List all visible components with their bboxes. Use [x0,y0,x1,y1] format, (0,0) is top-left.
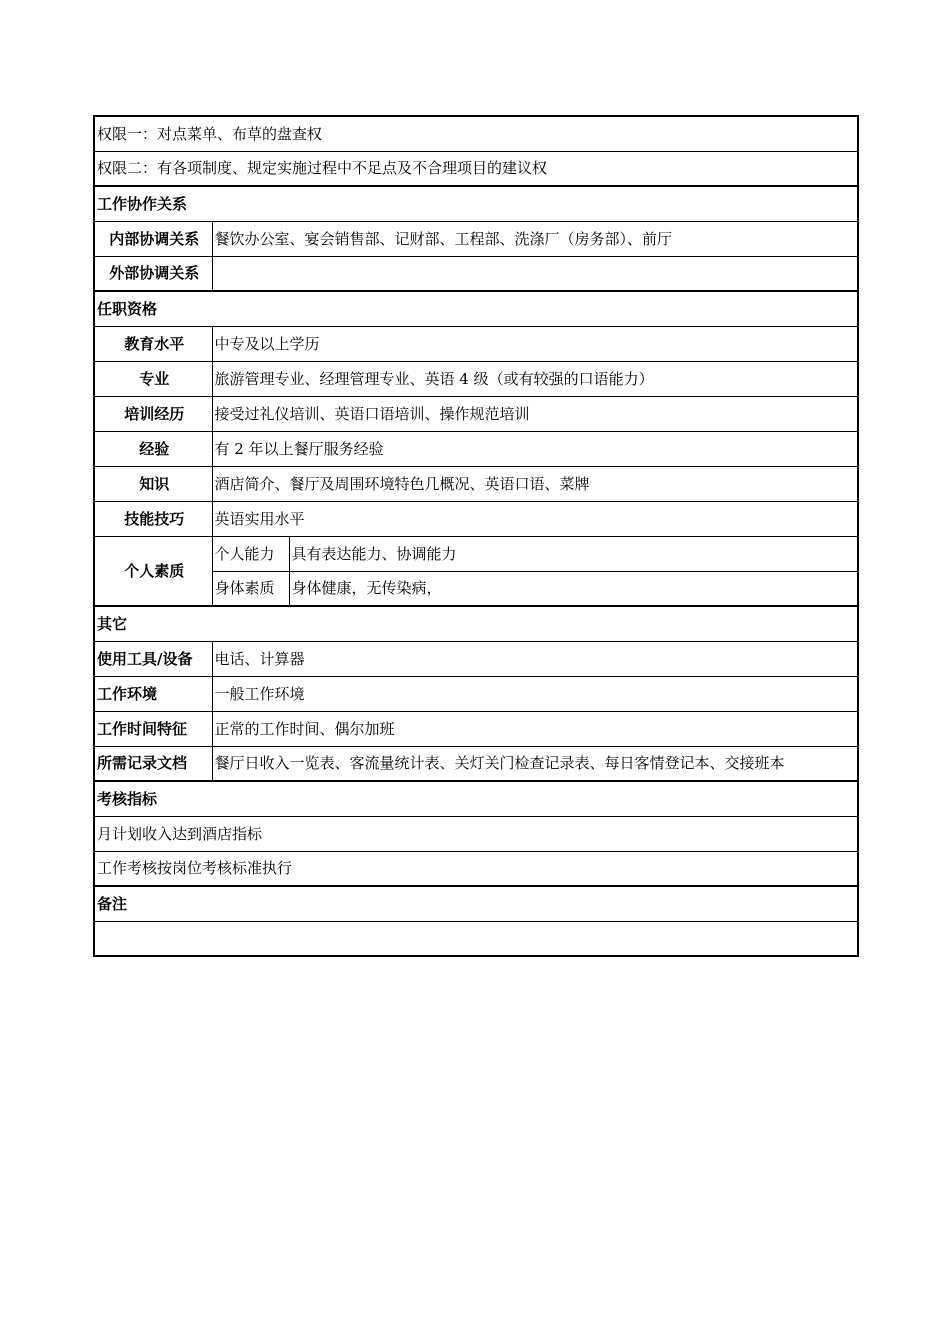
other-row [94,676,858,711]
work-time-label: 工作时间特征 [94,711,212,746]
experience-value: 有 2 年以上餐厅服务经验 [212,431,858,466]
other-row [94,711,858,746]
external-coordination-row [94,256,858,291]
assessment-row [94,816,858,851]
qualification-row [94,326,858,361]
collaboration-title: 工作协作关系 [94,186,858,221]
personal-ability-label: 个人能力 [212,536,289,571]
major-label: 专业 [94,361,212,396]
personal-ability-value: 具有表达能力、协调能力 [289,536,858,571]
education-value: 中专及以上学历 [212,326,858,361]
authority-row-2 [94,151,858,186]
training-value: 接受过礼仪培训、英语口语培训、操作规范培训 [212,396,858,431]
assessment-title: 考核指标 [94,781,858,816]
collaboration-section-row [94,186,858,221]
tools-label: 使用工具/设备 [94,641,212,676]
personal-quality-row-1 [94,536,858,571]
records-value: 餐厅日收入一览表、客流量统计表、关灯关门检查记录表、每日客情登记本、交接班本 [212,746,858,781]
environment-value: 一般工作环境 [212,676,858,711]
physical-quality-value: 身体健康，无传染病， [289,571,858,606]
other-title: 其它 [94,606,858,641]
job-description-table-container [93,115,857,957]
remarks-row [94,921,858,956]
training-label: 培训经历 [94,396,212,431]
skills-value: 英语实用水平 [212,501,858,536]
internal-coordination-label: 内部协调关系 [94,221,212,256]
records-label: 所需记录文档 [94,746,212,781]
knowledge-label: 知识 [94,466,212,501]
qualifications-section-row [94,291,858,326]
external-coordination-label: 外部协调关系 [94,256,212,291]
assessment-item-2: 工作考核按岗位考核标准执行 [94,851,858,886]
internal-coordination-row [94,221,858,256]
assessment-row [94,851,858,886]
remarks-section-row [94,886,858,921]
personal-quality-label: 个人素质 [94,536,212,606]
qualification-row [94,431,858,466]
tools-value: 电话、计算器 [212,641,858,676]
work-time-value: 正常的工作时间、偶尔加班 [212,711,858,746]
remarks-value [94,921,858,956]
authority-2: 权限二：有各项制度、规定实施过程中不足点及不合理项目的建议权 [94,151,858,186]
external-coordination-value [212,256,858,291]
qualifications-title: 任职资格 [94,291,858,326]
experience-label: 经验 [94,431,212,466]
job-description-table [93,115,859,957]
authority-row-1 [94,116,858,151]
qualification-row [94,466,858,501]
other-row [94,641,858,676]
knowledge-value: 酒店简介、餐厅及周围环境特色几概况、英语口语、菜牌 [212,466,858,501]
qualification-row [94,396,858,431]
major-value: 旅游管理专业、经理管理专业、英语 4 级（或有较强的口语能力） [212,361,858,396]
education-label: 教育水平 [94,326,212,361]
assessment-section-row [94,781,858,816]
qualification-row [94,501,858,536]
other-section-row [94,606,858,641]
skills-label: 技能技巧 [94,501,212,536]
internal-coordination-value: 餐饮办公室、宴会销售部、记财部、工程部、洗涤厂（房务部）、前厅 [212,221,858,256]
environment-label: 工作环境 [94,676,212,711]
assessment-item-1: 月计划收入达到酒店指标 [94,816,858,851]
remarks-title: 备注 [94,886,858,921]
physical-quality-label: 身体素质 [212,571,289,606]
authority-1: 权限一：对点菜单、布草的盘查权 [94,116,858,151]
other-row [94,746,858,781]
qualification-row [94,361,858,396]
